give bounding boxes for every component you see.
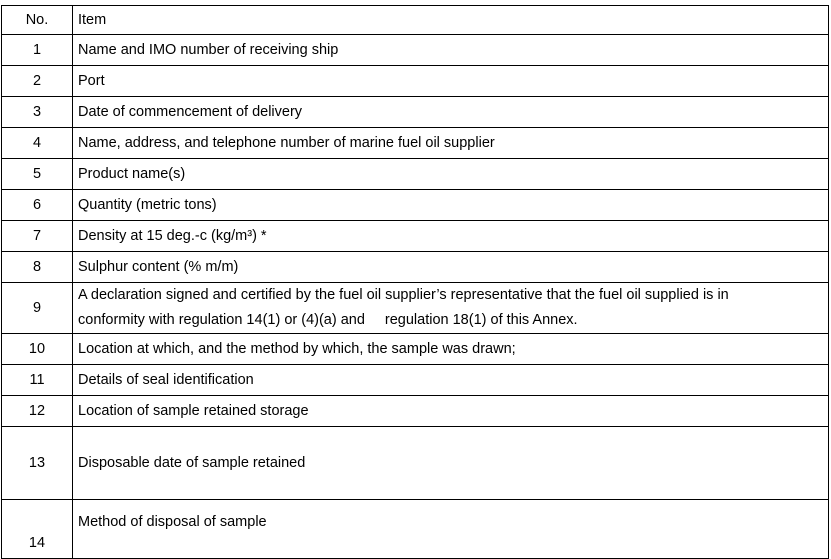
bunker-delivery-items-table	[1, 5, 829, 559]
row-number: 13	[2, 427, 73, 500]
row-item: Product name(s)	[73, 159, 829, 190]
table-row	[2, 365, 829, 396]
row-number: 11	[2, 365, 73, 396]
row-item-line-2a: conformity with regulation 14(1) or (4)(a) and	[78, 312, 365, 328]
row-item: Location of sample retained storage	[73, 396, 829, 427]
table-row	[2, 252, 829, 283]
row-number: 8	[2, 252, 73, 283]
header-no: No.	[2, 6, 73, 35]
row-number: 1	[2, 35, 73, 66]
row-item: Disposable date of sample retained	[73, 427, 829, 500]
table-row	[2, 66, 829, 97]
row-item: Date of commencement of delivery	[73, 97, 829, 128]
table-row	[2, 396, 829, 427]
table-row	[2, 221, 829, 252]
table-header-row	[2, 6, 829, 35]
table-row	[2, 334, 829, 365]
row-item: Density at 15 deg.-c (kg/m³) *	[73, 221, 829, 252]
row-item	[73, 283, 829, 334]
table-row	[2, 190, 829, 221]
row-number: 2	[2, 66, 73, 97]
row-number: 7	[2, 221, 73, 252]
row-number: 9	[2, 283, 73, 334]
row-item: Details of seal identification	[73, 365, 829, 396]
row-item: Port	[73, 66, 829, 97]
row-number: 4	[2, 128, 73, 159]
row-number: 12	[2, 396, 73, 427]
header-item: Item	[73, 6, 829, 35]
table-row	[2, 427, 829, 500]
row-number: 3	[2, 97, 73, 128]
row-item: Quantity (metric tons)	[73, 190, 829, 221]
row-number: 14	[2, 500, 73, 559]
row-item: Name, address, and telephone number of marine fuel oil supplier	[73, 128, 829, 159]
row-item-line-1: A declaration signed and certified by the fuel oil supplier’s representative that the fuel oil supplied is in	[78, 287, 729, 303]
row-item: Name and IMO number of receiving ship	[73, 35, 829, 66]
row-number: 6	[2, 190, 73, 221]
row-item: Sulphur content (% m/m)	[73, 252, 829, 283]
table-row	[2, 159, 829, 190]
row-item-line-2	[78, 308, 823, 333]
row-item: Location at which, and the method by which, the sample was drawn;	[73, 334, 829, 365]
row-item-line-2b: regulation 18(1) of this Annex.	[384, 312, 578, 328]
table-row	[2, 283, 829, 334]
table-row	[2, 128, 829, 159]
table-row	[2, 500, 829, 559]
table-row	[2, 35, 829, 66]
row-item: Method of disposal of sample	[73, 500, 829, 559]
table-row	[2, 97, 829, 128]
row-number: 5	[2, 159, 73, 190]
row-number: 10	[2, 334, 73, 365]
